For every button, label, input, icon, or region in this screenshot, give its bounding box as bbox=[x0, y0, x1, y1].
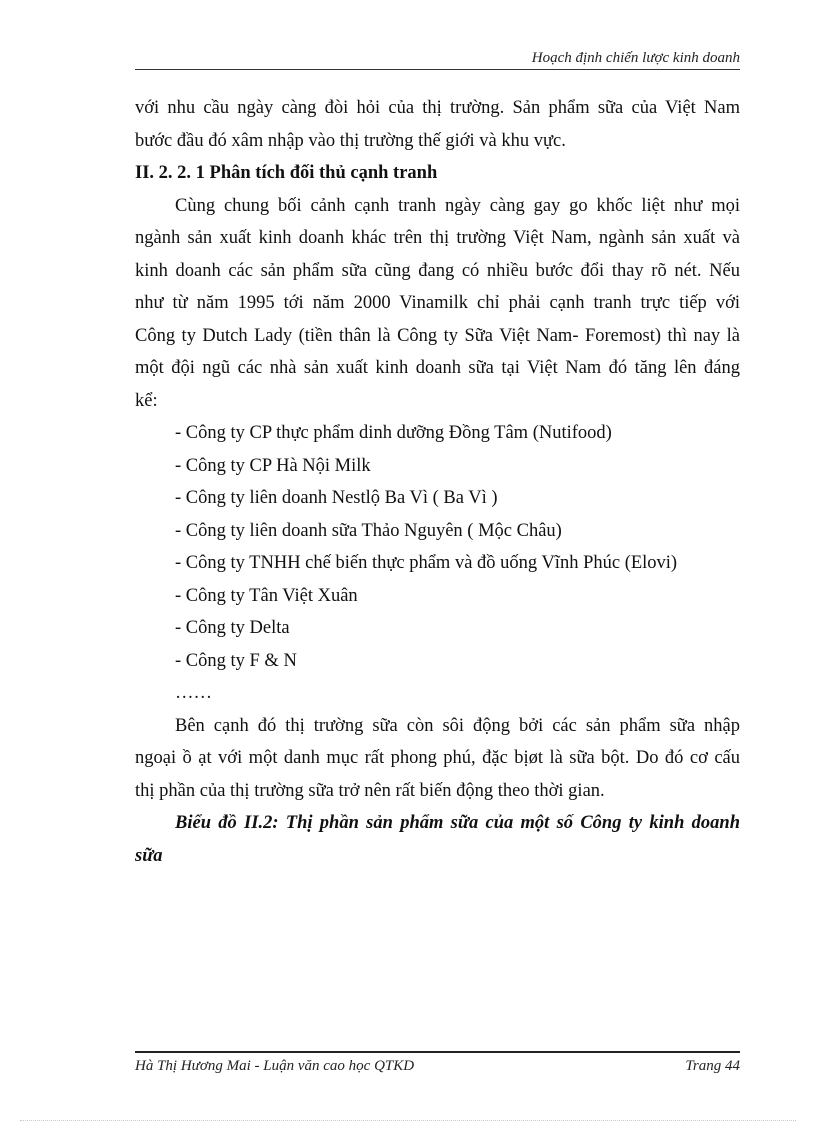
footer-rule bbox=[135, 1051, 740, 1053]
paragraph-line: Công ty Dutch Lady (tiền thân là Công ty Sữa Việt Nam- Foremost) thì nay là bbox=[135, 325, 740, 346]
page-edge-dots bbox=[20, 1120, 796, 1121]
paragraph-line: thị phần của thị trường sữa trở nên rất biến động theo thời gian. bbox=[135, 780, 605, 801]
competitor-item: - Công ty CP Hà Nội Milk bbox=[175, 455, 371, 476]
paragraph-line: kinh doanh các sản phẩm sữa cũng đang có nhiều bước đổi thay rõ nét. Nếu bbox=[135, 260, 740, 281]
ellipsis: …… bbox=[175, 683, 212, 703]
paragraph-line: như từ năm 1995 tới năm 2000 Vinamilk chỉ phải cạnh tranh trực tiếp với bbox=[135, 293, 740, 313]
competitor-item: - Công ty liên doanh Nestlộ Ba Vì ( Ba Vì ) bbox=[175, 488, 498, 508]
paragraph-line: một đội ngũ các nhà sản xuất kinh doanh sữa tại Việt Nam đó tăng lên đáng bbox=[135, 358, 740, 378]
chart-caption: sữa bbox=[135, 845, 163, 866]
paragraph-line: ngành sản xuất kinh doanh khác trên thị trường Việt Nam, ngành sản xuất và bbox=[135, 228, 740, 248]
competitor-item: - Công ty Tân Việt Xuân bbox=[175, 585, 358, 606]
page-number: Trang 44 bbox=[685, 1058, 740, 1074]
footer-author: Hà Thị Hương Mai - Luận văn cao học QTKD bbox=[135, 1058, 415, 1074]
paragraph-line: Cùng chung bối cảnh cạnh tranh ngày càng gay go khốc liệt như mọi bbox=[175, 195, 740, 216]
section-heading: II. 2. 2. 1 Phân tích đối thủ cạnh tranh bbox=[135, 163, 438, 183]
paragraph-line: ngoại ồ ạt với một danh mục rất phong phú, đặc bịøt là sữa bột. Do đó cơ cấu bbox=[135, 748, 740, 768]
paragraph-line: Bên cạnh đó thị trường sữa còn sôi động bởi các sản phẩm sữa nhập bbox=[175, 715, 740, 736]
header-rule bbox=[135, 69, 740, 70]
chart-caption: Biểu đồ II.2: Thị phần sản phẩm sữa của một số Công ty kinh doanh bbox=[175, 813, 740, 833]
competitor-item: - Công ty F & N bbox=[175, 650, 297, 671]
competitor-item: - Công ty liên doanh sữa Thảo Nguyên ( Mộc Châu) bbox=[175, 520, 562, 541]
body-text bbox=[135, 92, 740, 872]
competitor-item: - Công ty Delta bbox=[175, 618, 290, 638]
competitor-item: - Công ty TNHH chế biến thực phẩm và đồ uống Vĩnh Phúc (Elovi) bbox=[175, 553, 678, 573]
continuation-line: bước đầu đó xâm nhập vào thị trường thế giới và khu vực. bbox=[135, 130, 566, 151]
competitor-item: - Công ty CP thực phẩm dinh dưỡng Đồng Tâm (Nutifood) bbox=[175, 423, 612, 443]
continuation-line: với nhu cầu ngày càng đòi hỏi của thị trường. Sản phẩm sữa của Việt Nam bbox=[135, 98, 740, 118]
paragraph-line: kể: bbox=[135, 390, 158, 411]
running-header: Hoạch định chiến lược kinh doanh bbox=[531, 50, 740, 66]
